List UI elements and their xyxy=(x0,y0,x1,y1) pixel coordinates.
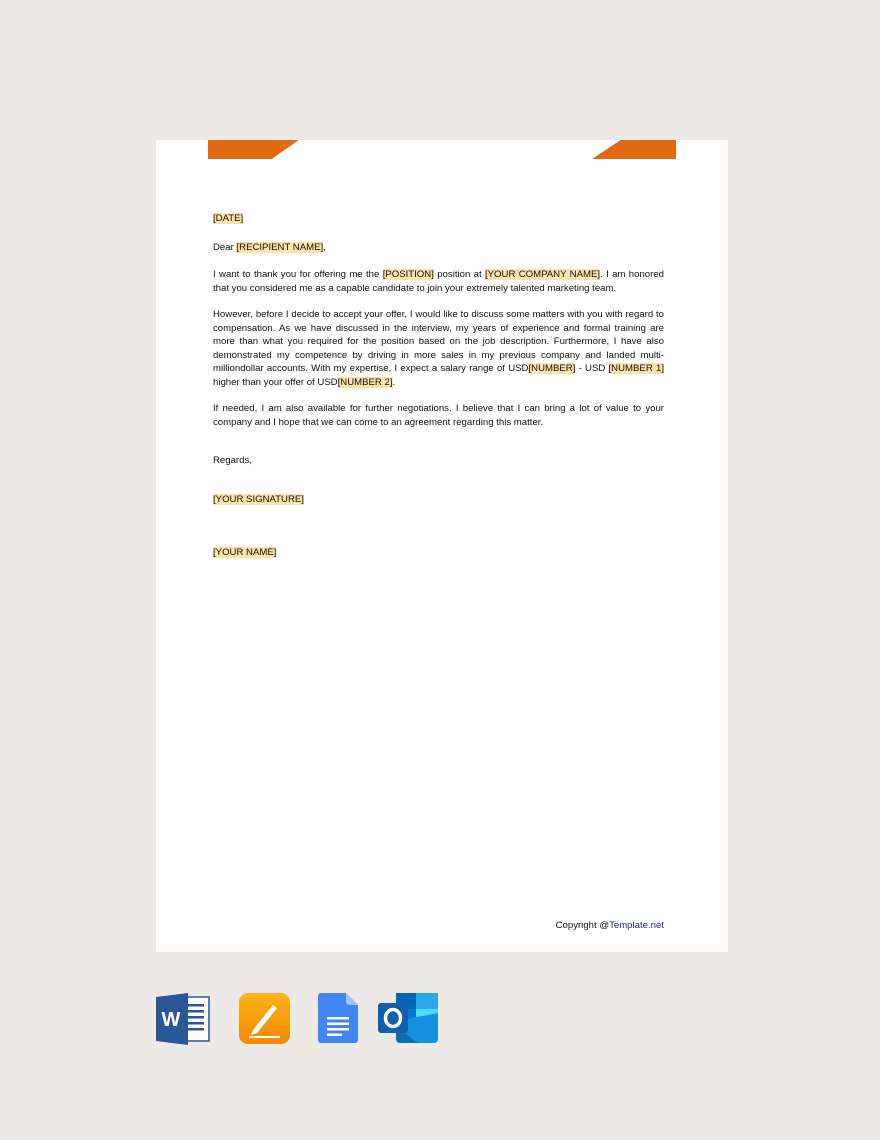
paragraph-1 xyxy=(213,268,664,295)
date-placeholder: [DATE] xyxy=(213,213,244,224)
copyright-prefix: Copyright @ xyxy=(555,920,610,931)
signature-placeholder: [YOUR SIGNATURE] xyxy=(213,493,304,505)
template-net-link[interactable]: Template.net xyxy=(609,920,664,931)
copyright-footer xyxy=(556,920,664,931)
name-line xyxy=(213,546,664,560)
p2-text-a: However, before I decide to accept your offer, I would like to discuss some matters with you with regard to compensation. As we have discussed in the interview, my years of experience and formal training are more than what you required for the position based on the job description. Furthermore, I have also demonstrated my competence by driving in more sales in my previous company and landed multi-milliondollar accounts. With my expertise, I expect a salary range of USD xyxy=(213,309,664,374)
name-placeholder: [YOUR NAME] xyxy=(213,547,277,558)
orange-banner-right xyxy=(592,140,676,159)
outlook-icon[interactable] xyxy=(378,993,439,1048)
position-placeholder: [POSITION] xyxy=(382,269,434,280)
word-icon[interactable] xyxy=(156,993,210,1050)
pages-icon[interactable] xyxy=(239,993,290,1049)
paragraph-2 xyxy=(213,308,664,389)
greeting-line xyxy=(213,241,664,255)
signature-line xyxy=(213,493,664,507)
greeting-suffix: , xyxy=(323,241,326,253)
paragraph-3: If needed, I am also available for further negotiations. I believe that I can bring a lot of value to your company and I hope that we can come to an agreement regarding this matter. xyxy=(213,403,664,428)
letter-body xyxy=(213,212,664,560)
word-letter: W xyxy=(161,1009,181,1031)
number-placeholder: [NUMBER] xyxy=(528,363,576,374)
date-line xyxy=(213,212,664,226)
p1-text-b: position at xyxy=(433,269,485,280)
orange-banner-left xyxy=(208,140,299,159)
company-placeholder: [YOUR COMPANY NAME] xyxy=(484,269,601,280)
recipient-placeholder: [RECIPIENT NAME] xyxy=(236,241,324,253)
google-docs-icon[interactable] xyxy=(318,993,358,1048)
p1-text-c: . I am honored that you considered me as a capable candidate to join your extremely talented marketing team. xyxy=(213,269,664,294)
number1-placeholder: [NUMBER 1] xyxy=(608,363,664,374)
p2-text-c: higher than your offer of USD xyxy=(213,376,338,388)
number2-placeholder: [NUMBER 2] xyxy=(337,376,393,388)
p1-text-a: I want to thank you for offering me the xyxy=(213,269,383,280)
p2-text-d: . xyxy=(392,376,396,388)
letter-page xyxy=(156,140,728,952)
regards-line: Regards, xyxy=(213,455,252,466)
greeting-prefix: Dear xyxy=(213,241,237,253)
p2-text-b: - USD xyxy=(575,363,609,374)
